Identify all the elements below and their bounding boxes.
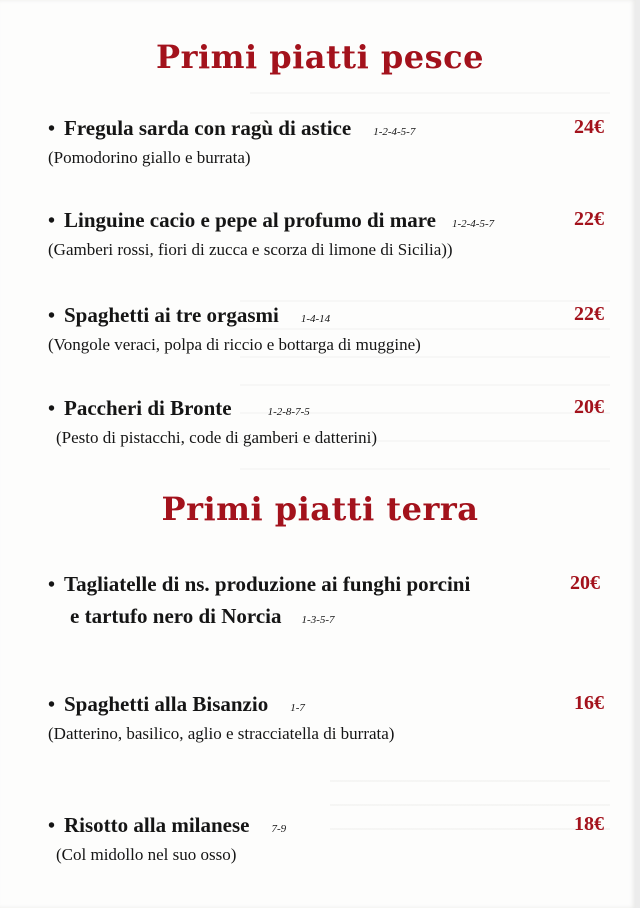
- menu-item: [48, 303, 608, 355]
- item-price: 22€: [574, 303, 604, 325]
- item-name: Linguine cacio e pepe al profumo di mare: [64, 208, 436, 232]
- item-price: 24€: [574, 116, 604, 138]
- item-name: Paccheri di Bronte: [64, 396, 232, 420]
- menu-item: [48, 813, 608, 865]
- item-allergens: 1-2-4-5-7: [451, 218, 495, 230]
- item-name: Risotto alla milanese: [64, 813, 250, 837]
- bullet-icon: •: [48, 118, 56, 140]
- item-description: (Vongole veraci, polpa di riccio e bottarga di muggine): [48, 335, 421, 354]
- item-price: 16€: [574, 692, 604, 714]
- menu-item: [48, 116, 608, 168]
- item-price: 20€: [574, 396, 604, 418]
- section-title-pesce: Primi piatti pesce: [156, 38, 484, 76]
- item-name: Fregula sarda con ragù di astice: [64, 116, 352, 140]
- item-allergens: 1-2-8-7-5: [267, 406, 310, 418]
- bullet-icon: •: [48, 574, 56, 596]
- item-name: Spaghetti ai tre orgasmi: [64, 303, 279, 327]
- menu-item: [48, 208, 608, 260]
- item-name-continued: e tartufo nero di Norcia: [70, 604, 282, 628]
- item-allergens: 1-2-4-5-7: [373, 126, 416, 138]
- menu-item: [48, 572, 608, 632]
- item-name: Tagliatelle di ns. produzione ai funghi porcini: [64, 572, 471, 596]
- item-description: (Datterino, basilico, aglio e stracciatella di burrata): [48, 724, 395, 743]
- item-allergens: 1-3-5-7: [301, 614, 335, 626]
- item-description: (Pomodorino giallo e burrata): [48, 148, 251, 167]
- item-allergens: 7-9: [271, 823, 287, 835]
- item-allergens: 1-4-14: [300, 313, 331, 325]
- menu-item: [48, 396, 608, 448]
- item-allergens: 1-7: [290, 702, 305, 714]
- item-description: (Pesto di pistacchi, code di gamberi e datterini): [56, 428, 378, 447]
- bullet-icon: •: [48, 210, 56, 232]
- bullet-icon: •: [48, 398, 56, 420]
- item-price: 22€: [574, 208, 604, 230]
- section-title-terra: Primi piatti terra: [161, 490, 479, 528]
- item-description: (Gamberi rossi, fiori di zucca e scorza di limone di Sicilia)): [48, 240, 453, 259]
- item-price: 20€: [570, 572, 600, 594]
- menu-item: [48, 692, 608, 744]
- bullet-icon: •: [48, 694, 56, 716]
- bullet-icon: •: [48, 815, 56, 837]
- item-price: 18€: [574, 813, 604, 835]
- item-name: Spaghetti alla Bisanzio: [64, 692, 269, 716]
- item-description: (Col midollo nel suo osso): [56, 845, 237, 864]
- bullet-icon: •: [48, 305, 56, 327]
